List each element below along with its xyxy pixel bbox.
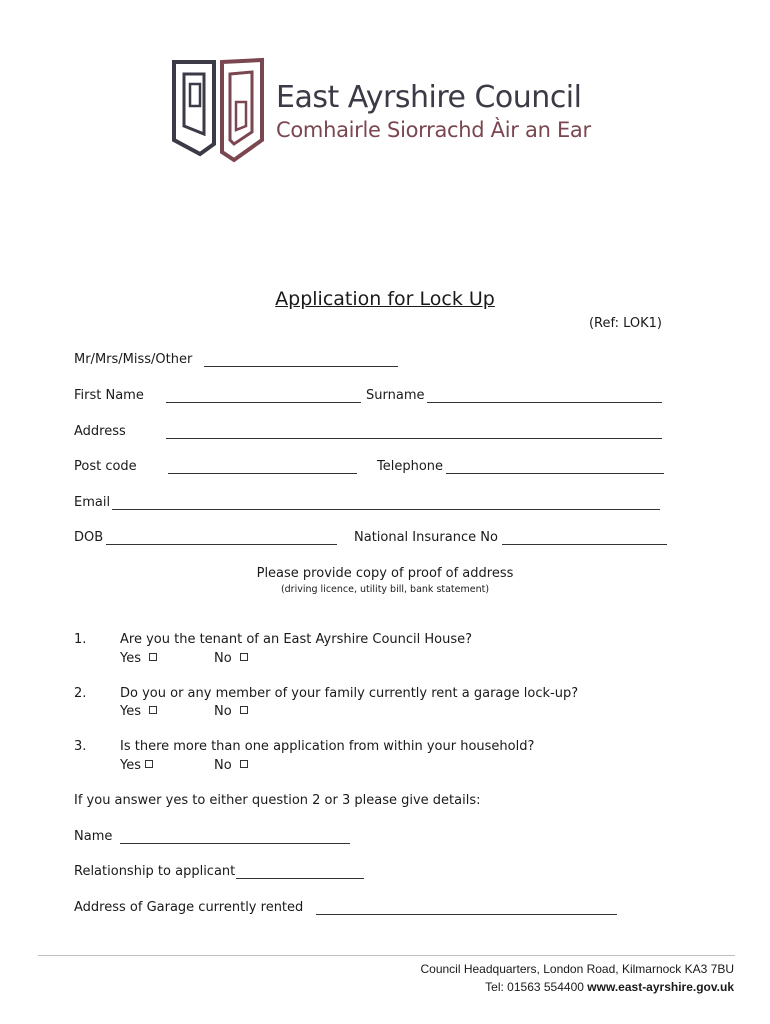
postcode-label: Post code xyxy=(74,459,137,474)
checkbox-icon[interactable] xyxy=(145,760,153,768)
question-1-text: Are you the tenant of an East Ayrshire Council House? xyxy=(120,632,473,647)
details-name-field[interactable] xyxy=(120,843,350,844)
ni-label: National Insurance No xyxy=(354,530,498,545)
footer-website[interactable]: www.east-ayrshire.gov.uk xyxy=(587,980,734,994)
org-name: East Ayrshire Council xyxy=(276,80,582,115)
form-ref: (Ref: LOK1) xyxy=(588,316,662,331)
proof-subtext: (driving licence, utility bill, bank statement) xyxy=(280,584,490,595)
checkbox-icon[interactable] xyxy=(149,653,157,661)
form-title: Application for Lock Up xyxy=(275,288,495,310)
telephone-label: Telephone xyxy=(377,459,444,474)
title-field[interactable] xyxy=(204,366,398,367)
checkbox-icon[interactable] xyxy=(240,760,248,768)
email-field[interactable] xyxy=(112,509,660,510)
details-intro: If you answer yes to either question 2 or 3 please give details: xyxy=(74,793,481,808)
address-label: Address xyxy=(74,424,126,439)
checkbox-icon[interactable] xyxy=(240,706,248,714)
question-3-no[interactable] xyxy=(214,758,248,773)
footer-tel: Tel: 01563 554400 xyxy=(485,980,584,994)
question-3-text: Is there more than one application from within your household? xyxy=(120,739,535,754)
no-label: No xyxy=(214,704,232,719)
question-2-no[interactable] xyxy=(214,704,248,719)
title-label: Mr/Mrs/Miss/Other xyxy=(74,352,193,367)
question-1-number: 1. xyxy=(74,632,87,647)
footer-divider xyxy=(38,955,735,956)
checkbox-icon[interactable] xyxy=(149,706,157,714)
question-2-yes[interactable] xyxy=(120,704,157,719)
yes-label: Yes xyxy=(120,651,141,666)
surname-field[interactable] xyxy=(427,402,662,403)
question-1-no[interactable] xyxy=(214,651,248,666)
footer-address: Council Headquarters, London Road, Kilmarnock KA3 7BU xyxy=(420,962,734,976)
surname-label: Surname xyxy=(366,388,425,403)
question-2-text: Do you or any member of your family currently rent a garage lock-up? xyxy=(120,686,579,701)
proof-text: Please provide copy of proof of address xyxy=(256,566,514,581)
telephone-field[interactable] xyxy=(446,473,664,474)
dob-field[interactable] xyxy=(106,544,337,545)
checkbox-icon[interactable] xyxy=(240,653,248,661)
first-name-field[interactable] xyxy=(166,402,361,403)
dob-label: DOB xyxy=(74,530,104,545)
footer-contact xyxy=(485,980,734,994)
garage-address-label: Address of Garage currently rented xyxy=(74,900,304,915)
email-label: Email xyxy=(74,495,111,510)
relationship-field[interactable] xyxy=(236,878,364,879)
question-3-number: 3. xyxy=(74,739,87,754)
question-1-yes[interactable] xyxy=(120,651,157,666)
postcode-field[interactable] xyxy=(168,473,357,474)
ni-field[interactable] xyxy=(502,544,667,545)
question-3-yes[interactable] xyxy=(120,758,153,773)
first-name-label: First Name xyxy=(74,388,144,403)
no-label: No xyxy=(214,651,232,666)
relationship-label: Relationship to applicant xyxy=(74,864,236,879)
yes-label: Yes xyxy=(120,704,141,719)
question-2-number: 2. xyxy=(74,686,87,701)
council-crest-icon xyxy=(170,56,266,168)
yes-label: Yes xyxy=(120,758,141,773)
garage-address-field[interactable] xyxy=(316,914,617,915)
org-name-gaelic: Comhairle Siorrachd Àir an Ear xyxy=(276,118,591,142)
details-name-label: Name xyxy=(74,829,113,844)
address-field[interactable] xyxy=(166,438,662,439)
no-label: No xyxy=(214,758,232,773)
